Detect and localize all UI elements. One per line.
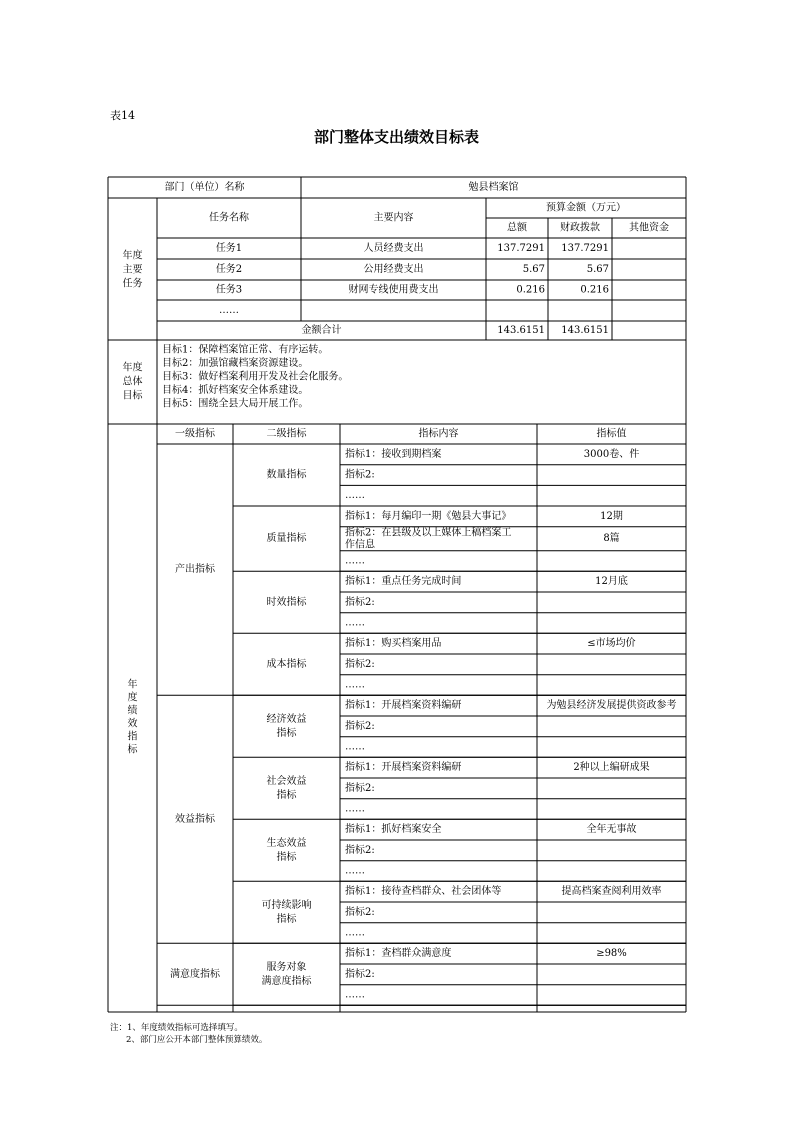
goal-item: 目标3：做好档案利用开发及社会化服务。 [162,371,349,383]
indicator-content: 指标1：每月编印一期《勉县大事记》 [345,510,512,522]
footnotes [110,1022,267,1046]
indicator-section-label: 绩 [127,705,138,717]
indicator-value: 提高档案查阅利用效率 [561,886,662,898]
indicator-section-label: 指 [127,731,138,743]
indicator-content: …… [345,679,365,691]
goal-item: 目标4：抓好档案安全体系建设。 [162,385,309,396]
indicator-content: 指标1：抓好档案安全 [345,824,442,836]
task-name: 任务1 [215,243,243,254]
task-fiscal: 137.7291 [561,243,609,254]
indicator-content: 指标2: [345,720,375,732]
indicator-content: 指标2: [345,968,375,980]
indicator-content: 指标2: [345,596,375,608]
task-total: 137.7291 [497,243,545,254]
level1-label: 产出指标 [175,564,215,576]
indicator-content: …… [345,927,365,939]
indicator-section-label: 年 [127,679,138,691]
indicator-content: 指标2: [345,658,375,670]
budget-fiscal-header: 财政拨款 [560,222,600,234]
level1-label: 效益指标 [175,813,215,825]
level1-header: 一级指标 [175,428,215,440]
level2-label: 生态效益 [266,837,307,849]
level2-label: 指标 [276,727,297,739]
goal-item: 目标2：加强馆藏档案资源建设。 [162,358,309,369]
indicator-content: 指标1：重点任务完成时间 [345,576,462,588]
indicator-section-label: 效 [127,718,138,730]
indicator-content: 指标2: [345,844,375,856]
task-section-label: 年度 [122,250,143,262]
level2-label: 指标 [276,851,297,863]
level2-label: 满意度指标 [261,975,312,987]
footnote-1: 注：1、年度绩效指标可选择填写。 [110,1023,243,1033]
goal-section-label: 总体 [122,376,143,388]
goal-item: 目标1：保障档案馆正常、有序运转。 [162,344,329,356]
indicator-content: 指标1：查档群众满意度 [345,948,452,960]
indicator-value: 12期 [600,510,623,522]
task-content: 财网专线使用费支出 [348,284,439,296]
indicator-content: …… [345,617,365,629]
task-content: 人员经费支出 [363,243,424,254]
level2-label: 指标 [276,789,297,801]
indicator-content: 指标2：在县级及以上媒体上稿档案工 [345,527,512,539]
indicator-content: 作信息 [345,539,375,551]
dept-value: 勉县档案馆 [468,182,519,193]
level2-label: 时效指标 [266,596,307,608]
indicator-value: 2种以上编研成果 [573,762,650,774]
goal-section-label: 目标 [122,390,143,402]
indicator-value: ≤市场均价 [587,638,636,650]
task-name-header: 任务名称 [209,212,249,224]
level1-label: 满意度指标 [170,968,220,980]
goal-section-label: 年度 [122,362,143,374]
budget-other-header: 其他资金 [629,222,669,234]
indicator-content: …… [345,741,365,753]
level2-label: 服务对象 [266,961,307,973]
indicator-value: ≥98% [596,948,627,960]
indicator-content: …… [345,989,365,1001]
budget-header: 预算金额（万元） [546,202,626,214]
level2-label: 经济效益 [266,713,307,725]
indicator-content: 指标1：开展档案资料编研 [345,700,462,712]
indicator-value: 3000卷、件 [583,448,640,460]
indicator-value: 12月底 [595,576,628,588]
indicator-section-label: 度 [127,692,138,704]
indicator-content: …… [345,490,365,502]
task-content: 公用经费支出 [363,264,424,275]
indicator-content: 指标2: [345,906,375,918]
goal-item: 目标5：围绕全县大局开展工作。 [162,398,309,410]
task-total: 5.67 [522,264,545,275]
level2-label: 社会效益 [266,775,307,787]
budget-total-header: 总额 [507,222,527,234]
level2-label: 质量指标 [266,533,307,545]
sum-total: 143.6151 [497,325,545,336]
page-title: 部门整体支出绩效目标表 [313,128,479,146]
task-section-label: 任务 [122,278,143,290]
task-content-header: 主要内容 [373,212,414,224]
indicator-content: 指标1：开展档案资料编研 [345,762,462,774]
sum-label: 金额合计 [301,325,342,336]
dept-label: 部门（单位）名称 [164,182,245,193]
task-name: 任务3 [215,284,243,296]
footnote-2: 2、部门应公开本部门整体预算绩效。 [126,1035,268,1045]
indicator-content: 指标2: [345,782,375,794]
indicator-content: 指标1：接收到期档案 [345,448,442,460]
table-number: 表14 [110,109,135,122]
indicator-content-header: 指标内容 [418,428,459,440]
task-fiscal: 0.216 [580,284,609,296]
indicator-value: 8篇 [603,533,620,545]
indicator-content: 指标1：购买档案用品 [345,638,442,650]
level2-label: 指标 [276,913,297,925]
task-fiscal: 5.67 [586,264,609,275]
task-name: …… [219,305,239,316]
level2-header: 二级指标 [266,428,307,440]
indicator-content: 指标2: [345,469,375,481]
level2-label: 数量指标 [266,469,307,481]
indicator-value-header: 指标值 [596,428,627,440]
indicator-content: …… [345,865,365,877]
task-total: 0.216 [516,284,545,296]
task-name: 任务2 [215,264,243,275]
task-section-label: 主要 [122,264,143,276]
level2-label: 成本指标 [266,658,307,670]
indicator-section-label: 标 [127,744,138,756]
indicator-content: …… [345,803,365,815]
indicator-content: 指标1：接待查档群众、社会团体等 [345,886,502,898]
indicator-value: 全年无事故 [586,824,637,836]
sum-fiscal: 143.6151 [561,325,609,336]
indicator-value: 为勉县经济发展提供资政参考 [546,700,677,712]
level2-label: 可持续影响 [261,899,312,911]
indicator-content: …… [345,555,365,567]
